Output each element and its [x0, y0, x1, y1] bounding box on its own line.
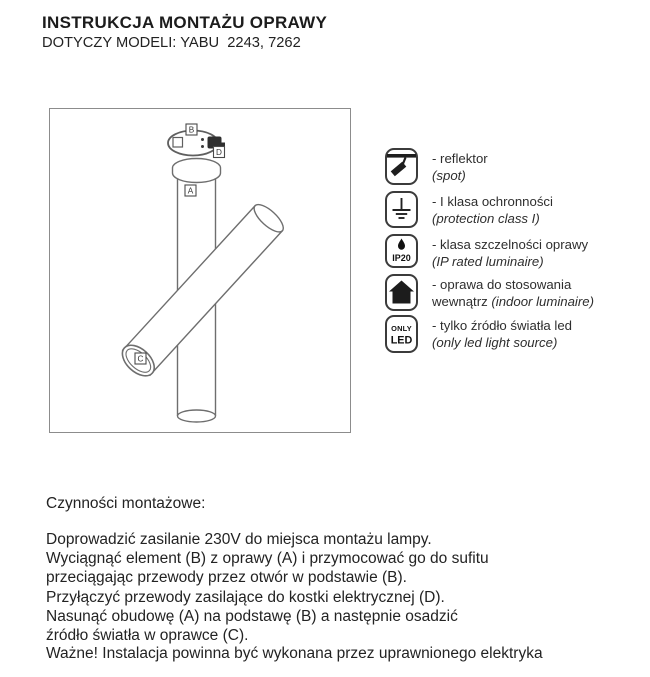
- diagram-box: [49, 108, 351, 433]
- instruction-line: przeciągając przewody przez otwór w podstawie (B).: [46, 569, 407, 587]
- protection-class-icon: [385, 191, 418, 228]
- instruction-steps: [46, 530, 626, 645]
- spec-label-line2-italic: (IP rated luminaire): [432, 254, 544, 269]
- label-a-text: A: [187, 186, 194, 196]
- header: [42, 13, 327, 51]
- spot-icon-glyph: [387, 150, 416, 183]
- instruction-line: Wyciągnąć element (B) z oprawy (A) i przymocować go do sufitu: [46, 550, 489, 568]
- spec-label-line1: - tylko źródło światła led: [432, 318, 572, 333]
- spec-label-line2-italic: (protection class I): [432, 211, 540, 226]
- label-d: [214, 147, 225, 158]
- section-heading: Czynności montażowe:: [46, 495, 206, 512]
- label-a: [185, 185, 196, 196]
- spec-label-line2: [432, 167, 622, 184]
- installation-diagram: [50, 109, 350, 432]
- spec-label: [432, 150, 622, 184]
- led-badge-text: LED: [390, 334, 413, 347]
- spec-row-ip-rating: [385, 234, 615, 274]
- label-b: [186, 124, 197, 135]
- spec-label: [432, 236, 622, 270]
- indoor-luminaire-icon: [385, 274, 418, 311]
- instruction-line: Przyłączyć przewody zasilające do kostki elektrycznej (D).: [46, 588, 445, 606]
- label-c: [135, 353, 146, 364]
- spec-label: [432, 317, 622, 351]
- spec-label: [432, 193, 622, 227]
- spec-label-line2: [432, 293, 622, 310]
- only-led-glyph: [387, 317, 416, 351]
- ip-rating-icon: [385, 234, 418, 268]
- spec-label-line2: [432, 253, 622, 270]
- page-subtitle: DOTYCZY MODELI: YABU 2243, 7262: [42, 35, 301, 51]
- spec-row-led-only: [385, 315, 615, 355]
- spec-row-protection-class: [385, 191, 615, 231]
- ground-icon-glyph: [387, 193, 416, 226]
- spot-icon: [385, 148, 418, 185]
- spec-label-line2: [432, 210, 622, 227]
- instruction-line: Nasunąć obudowę (A) na podstawę (B) a następnie osadzić: [46, 607, 458, 625]
- spec-label-line1: - klasa szczelności oprawy: [432, 237, 589, 252]
- only-badge-text: ONLY: [391, 324, 412, 333]
- instruction-line: Doprowadzić zasilanie 230V do miejsca montażu lampy.: [46, 531, 432, 548]
- spec-row-indoor: [385, 274, 615, 314]
- droplet-icon-glyph: [387, 236, 416, 266]
- label-c-text: C: [137, 354, 144, 364]
- label-d-text: D: [216, 148, 222, 158]
- instruction-line: źródło światła w oprawce (C).: [46, 627, 249, 645]
- label-b-text: B: [188, 125, 195, 135]
- spec-label-line1: - reflektor: [432, 151, 488, 166]
- spec-label: [432, 276, 622, 310]
- ip20-badge-text: IP20: [392, 253, 411, 263]
- spec-label-line2-italic: (spot): [432, 168, 466, 183]
- spec-label-line1: - I klasa ochronności: [432, 194, 553, 209]
- house-icon-glyph: [387, 276, 416, 309]
- warning-text: Ważne! Instalacja powinna być wykonana przez uprawnionego elektryka: [46, 645, 543, 662]
- spec-label-line1: - oprawa do stosowania: [432, 277, 572, 292]
- spec-row-reflektor: [385, 148, 615, 188]
- spec-label-line2-italic: (indoor luminaire): [491, 294, 594, 309]
- spec-label-line2-italic: (only led light source): [432, 335, 558, 350]
- spec-label-line2-regular: wewnątrz: [432, 294, 492, 309]
- page-title: INSTRUKCJA MONTAŻU OPRAWY: [42, 13, 328, 32]
- spec-label-line2: [432, 334, 622, 351]
- led-only-icon: [385, 315, 418, 353]
